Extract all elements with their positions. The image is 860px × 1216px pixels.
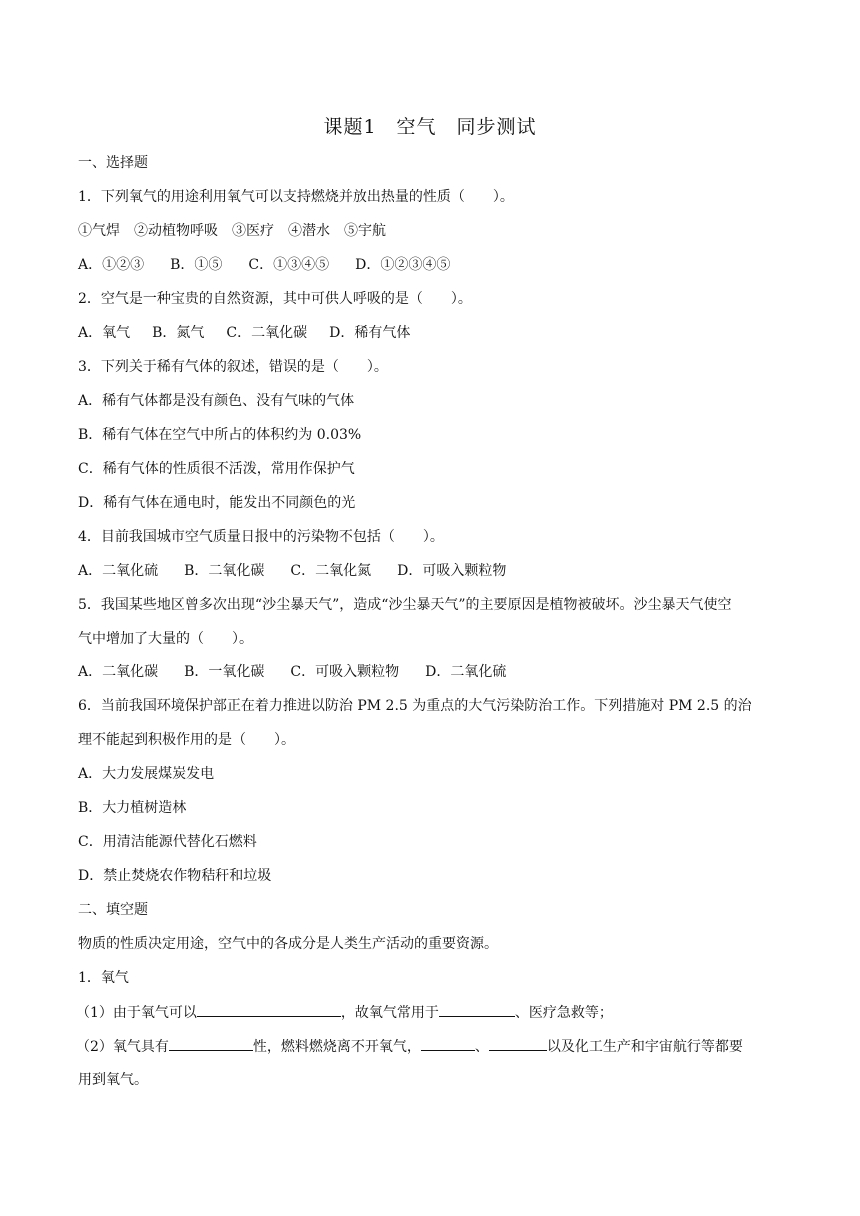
option-d: D．稀有气体	[329, 325, 411, 341]
option-d: D．可吸入颗粒物	[397, 563, 507, 579]
question-6-stem-line-1: 6．当前我国环境保护部正在着力推进以防治 PM 2.5 为重点的大气污染防治工作。下列措施对 PM 2.5 的治	[78, 698, 752, 714]
question-1-options	[78, 255, 450, 275]
question-6-option-b: B．大力植树造林	[78, 800, 187, 816]
fill-1-heading: 1．氧气	[78, 970, 129, 986]
question-5-stem-line-2: 气中增加了大量的（ ）。	[78, 631, 253, 647]
answer-blank[interactable]	[489, 1036, 547, 1051]
question-3-option-a: A．稀有气体都是没有颜色、没有气味的气体	[78, 393, 355, 409]
option-c: C．可吸入颗粒物	[290, 664, 400, 680]
option-b: B．一氧化碳	[184, 664, 265, 680]
fill-1-part-2: （2）氧气具有 性，燃料燃烧离不开氧气， 、 以及化工生产和宇宙航行等都要	[76, 1036, 743, 1057]
question-6-option-d: D．禁止焚烧农作物秸秆和垃圾	[78, 868, 272, 884]
option-c: C．二氧化氮	[290, 563, 372, 579]
question-1-stem: 1．下列氧气的用途利用氧气可以支持燃烧并放出热量的性质（ ）。	[78, 189, 514, 205]
question-6-stem-line-2: 理不能起到积极作用的是（ ）。	[78, 732, 295, 748]
question-4-stem: 4．目前我国城市空气质量日报中的污染物不包括（ ）。	[78, 529, 444, 545]
answer-blank[interactable]	[439, 1002, 515, 1017]
question-2-options	[78, 323, 410, 343]
fill-intro: 物质的性质决定用途，空气中的各成分是人类生产活动的重要资源。	[78, 936, 498, 952]
question-5-stem-line-1: 5．我国某些地区曾多次出现“沙尘暴天气”，造成“沙尘暴天气”的主要原因是植物被破坏。沙尘暴天气使空	[78, 597, 732, 613]
section-heading-choice: 一、选择题	[78, 155, 148, 171]
question-2-stem: 2．空气是一种宝贵的自然资源，其中可供人呼吸的是（ ）。	[78, 291, 472, 307]
question-3-option-c: C．稀有气体的性质很不活泼，常用作保护气	[78, 461, 355, 477]
option-b: B．①⑤	[170, 257, 223, 273]
answer-blank[interactable]	[197, 1002, 341, 1017]
question-3-stem: 3．下列关于稀有气体的叙述，错误的是（ ）。	[78, 359, 388, 375]
option-a: A．二氧化硫	[78, 563, 159, 579]
option-a: A．①②③	[78, 257, 145, 273]
answer-blank[interactable]	[421, 1036, 475, 1051]
option-a: A．二氧化碳	[78, 664, 159, 680]
option-b: B．氮气	[152, 325, 205, 341]
option-d: D．①②③④⑤	[355, 257, 451, 273]
option-c: C．①③④⑤	[248, 257, 330, 273]
section-heading-fill: 二、填空题	[78, 902, 148, 918]
fill-1-part-1: （1）由于氧气可以 ，故氧气常用于 、医疗急救等；	[76, 1002, 613, 1023]
question-3-option-b: B．稀有气体在空气中所占的体积约为 0.03%	[78, 427, 362, 443]
option-c: C．二氧化碳	[226, 325, 308, 341]
question-4-options	[78, 561, 506, 581]
answer-blank[interactable]	[169, 1036, 253, 1051]
option-b: B．二氧化碳	[184, 563, 265, 579]
page-title: 课题1 空气 同步测试	[323, 116, 537, 138]
question-5-options	[78, 662, 506, 682]
question-6-option-a: A．大力发展煤炭发电	[78, 766, 215, 782]
option-a: A．氧气	[78, 325, 131, 341]
question-1-items: ①气焊 ②动植物呼吸 ③医疗 ④潜水 ⑤宇航	[78, 223, 386, 239]
question-6-option-c: C．用清洁能源代替化石燃料	[78, 834, 257, 850]
fill-1-part-2-line-2: 用到氧气。	[78, 1072, 148, 1088]
option-d: D．二氧化硫	[425, 664, 507, 680]
question-3-option-d: D．稀有气体在通电时，能发出不同颜色的光	[78, 495, 356, 511]
